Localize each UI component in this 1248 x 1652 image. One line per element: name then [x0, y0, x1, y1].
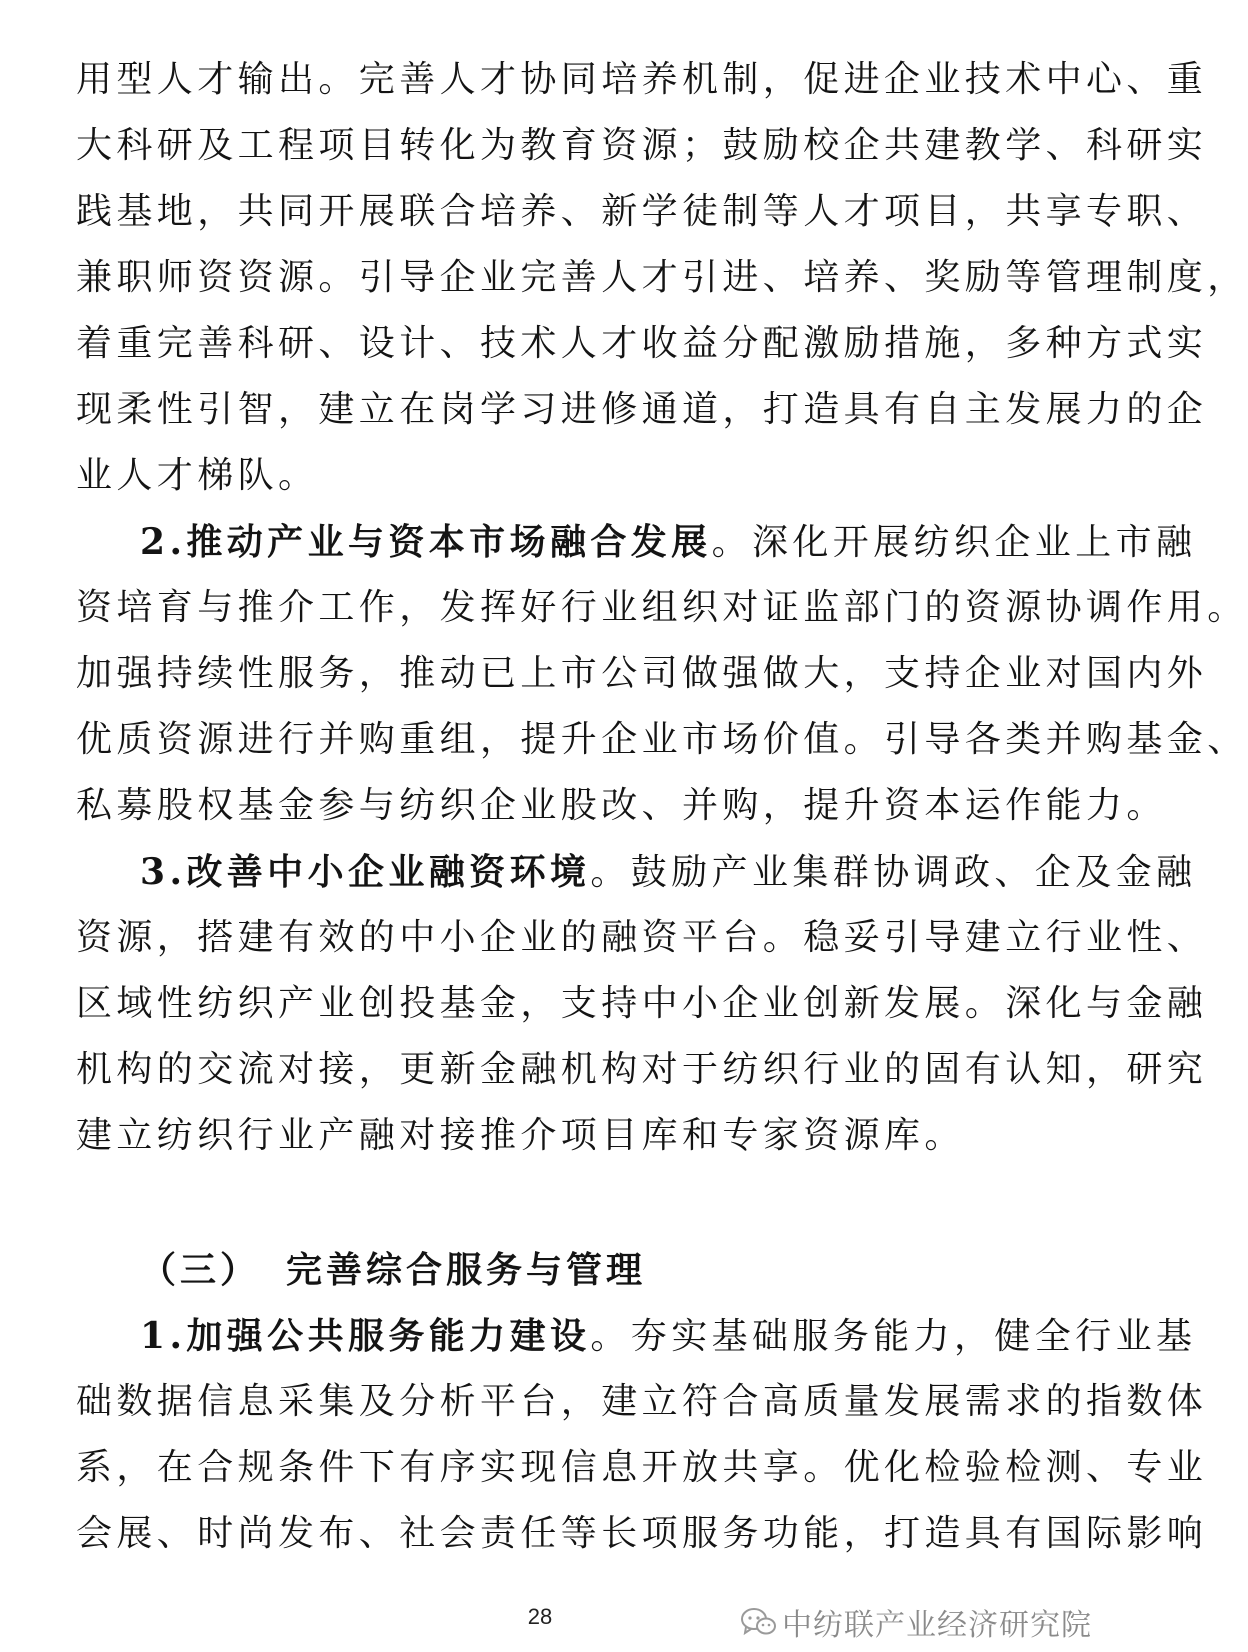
subsection-2-title: 2.推动产业与资本市场融合发展: [140, 521, 712, 563]
paragraph-line-7: 业人才梯队。: [76, 455, 319, 496]
paragraph-line-9: 资培育与推介工作，发挥好行业组织对证监部门的资源协调作用。: [76, 587, 1248, 628]
section-heading: [140, 1248, 646, 1292]
paragraph-line-11: 优质资源进行并购重组，提升企业市场价值。引导各类并购基金、: [76, 719, 1248, 760]
subsection-3-line-1: 3.改善中小企业融资环境。鼓励产业集群协调政、企及金融: [140, 851, 1197, 893]
paragraph-line-6: 现柔性引智，建立在岗学习进修通道，打造具有自主发展力的企: [76, 389, 1208, 430]
paragraph-line-20: 系，在合规条件下有序实现信息开放共享。优化检验检测、专业: [76, 1447, 1208, 1488]
paragraph-line-21: 会展、时尚发布、社会责任等长项服务功能，打造具有国际影响: [76, 1513, 1208, 1554]
paragraph-line-19: 础数据信息采集及分析平台，建立符合高质量发展需求的指数体: [76, 1381, 1208, 1422]
paragraph-line-14: 资源，搭建有效的中小企业的融资平台。稳妥引导建立行业性、: [76, 917, 1208, 958]
watermark: [740, 1600, 1092, 1644]
paragraph-line-16: 机构的交流对接，更新金融机构对于纺织行业的固有认知，研究: [76, 1049, 1208, 1090]
subsection-2-line-1: 2.推动产业与资本市场融合发展。深化开展纺织企业上市融: [140, 521, 1197, 563]
wechat-icon: [740, 1606, 776, 1638]
paragraph-line-1: 用型人才输出。完善人才协同培养机制，促进企业技术中心、重: [76, 59, 1208, 100]
page-number: 28: [527, 1604, 553, 1629]
paragraph-line-4: 兼职师资资源。引导企业完善人才引进、培养、奖励等管理制度，: [76, 257, 1248, 298]
paragraph-line-2: 大科研及工程项目转化为教育资源；鼓励校企共建教学、科研实: [76, 125, 1208, 166]
subsection-3-title: 3.改善中小企业融资环境: [140, 851, 591, 893]
section-number: （三）: [140, 1249, 261, 1291]
paragraph-line-10: 加强持续性服务，推动已上市公司做强做大，支持企业对国内外: [76, 653, 1208, 694]
paragraph-line-17: 建立纺织行业产融对接推介项目库和专家资源库。: [76, 1115, 965, 1156]
paragraph-line-12: 私募股权基金参与纺织企业股改、并购，提升资本运作能力。: [76, 785, 1167, 826]
paragraph-line-3: 践基地，共同开展联合培养、新学徒制等人才项目，共享专职、: [76, 191, 1208, 232]
section-title: 完善综合服务与管理: [286, 1249, 647, 1291]
paragraph-line-5: 着重完善科研、设计、技术人才收益分配激励措施，多种方式实: [76, 323, 1208, 364]
watermark-text: 中纺联产业经济研究院: [782, 1608, 1092, 1643]
subsection-1-title: 1.加强公共服务能力建设: [140, 1315, 591, 1357]
paragraph-line-15: 区域性纺织产业创投基金，支持中小企业创新发展。深化与金融: [76, 983, 1208, 1024]
subsection-1-line-1: 1.加强公共服务能力建设。夯实基础服务能力，健全行业基: [140, 1315, 1197, 1357]
